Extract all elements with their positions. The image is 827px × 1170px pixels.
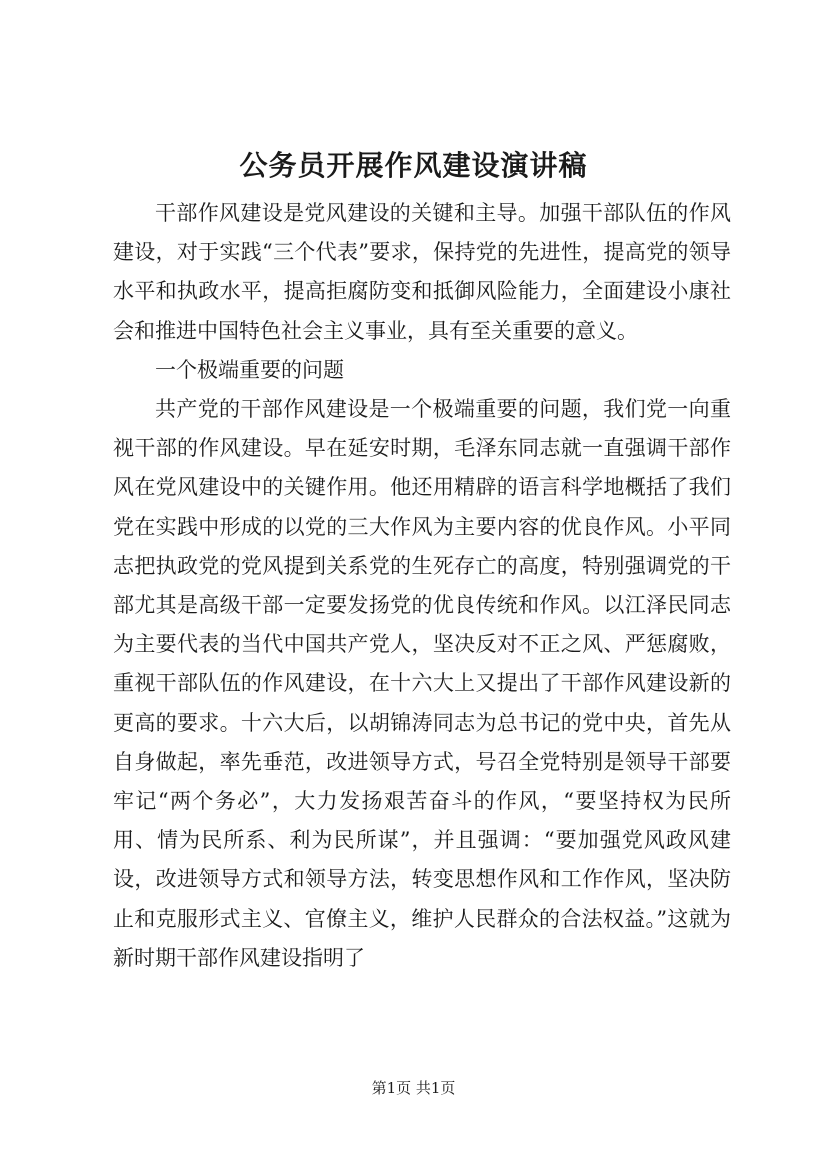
document-title: 公务员开展作风建设演讲稿 xyxy=(239,149,588,182)
page-number-footer: 第1页 共1页 xyxy=(371,1079,456,1097)
paragraph-intro: 干部作风建设是党风建设的关键和主导。加强干部队伍的作风建设，对于实践“三个代表”要求，保持党的先进性，提高党的领导水平和执政水平，提高拒腐防变和抵御风险能力，全面建设小康社会和推进中国特色社会主义事业，具有至关重要的意义。 xyxy=(113,201,731,343)
section-heading: 一个极端重要的问题 xyxy=(155,357,344,382)
paragraph-main: 共产党的干部作风建设是一个极端重要的问题，我们党一向重视干部的作风建设。早在延安时期，毛泽东同志就一直强调干部作风在党风建设中的关键作用。他还用精辟的语言科学地概括了我们党在实践中形成的以党的三大作风为主要内容的优良作风。小平同志把执政党的党风提到关系党的生死存亡的高度，特别强调党的干部尤其是高级干部一定要发扬党的优良传统和作风。以江泽民同志为主要代表的当代中国共产党人，坚决反对不正之风、严惩腐败，重视干部队伍的作风建设，在十六大上又提出了干部作风建设新的更高的要求。十六大后，以胡锦涛同志为总书记的党中央，首先从自身做起，率先垂范，改进领导方式，号召全党特别是领导干部要牢记“两个务必”，大力发扬艰苦奋斗的作风，“要坚持权为民所用、情为民所系、利为民所谋”，并且强调：“要加强党风政风建设，改进领导方式和领导方法，转变思想作风和工作作风，坚决防止和克服形式主义、官僚主义，维护人民群众的合法权益。”这就为新时期干部作风建设指明了 xyxy=(113,397,731,970)
document-body xyxy=(113,194,731,978)
